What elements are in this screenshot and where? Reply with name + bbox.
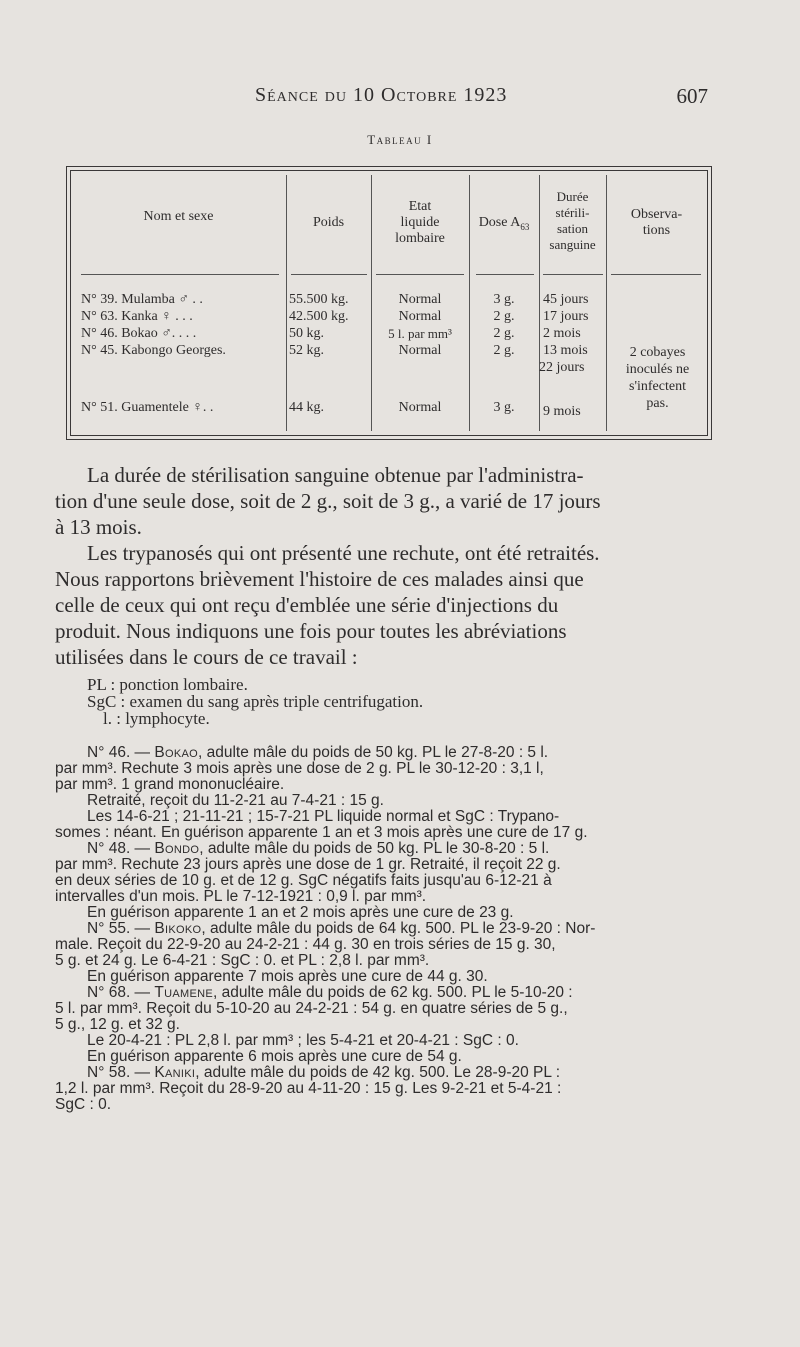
text-line: 1,2 l. par mm³. Reçoit du 28-9-20 au 4-11-20 : 15 g. Les 9-2-21 et 5-4-21 : — [55, 1080, 562, 1097]
text-line: par mm³. Rechute 3 mois après une dose de 2 g. PL le 30-12-20 : 3,1 l, — [55, 760, 544, 777]
case-number: N° 55. — — [87, 920, 155, 937]
table-cell: 3 g. — [493, 400, 515, 415]
text-line — [55, 618, 710, 644]
table-cell: 44 kg. — [289, 400, 324, 415]
running-head — [0, 84, 800, 114]
text-line: par mm³. 1 grand mononucléaire. — [55, 776, 285, 793]
table-cell: N° 63. Kanka ♀ . . . — [81, 309, 193, 324]
text: Retraité, reçoit du 11-2-21 au 7-4-21 : 15 g. — [87, 792, 384, 809]
header-line: Etat — [408, 199, 432, 214]
text-line — [55, 1049, 710, 1065]
text-line — [55, 809, 710, 825]
text-line — [55, 462, 710, 488]
table-cell: 2 mois — [543, 326, 581, 341]
header-rule — [543, 274, 603, 275]
header-line: stérili- — [555, 205, 590, 220]
case-number: N° 68. — — [87, 984, 155, 1001]
header-nom: Nom et sexe — [143, 209, 214, 224]
table-cell: 13 mois — [543, 343, 588, 358]
header-dose — [469, 215, 539, 235]
case-note — [55, 745, 710, 1113]
header-dose-label: Dose A — [478, 215, 521, 230]
header-rule — [376, 274, 464, 275]
header-observations — [606, 207, 707, 239]
table-cell: 2 g. — [493, 309, 515, 324]
text-line — [55, 1033, 710, 1049]
abbreviation: l. : lymphocyte. — [103, 709, 210, 728]
text-line — [55, 841, 710, 857]
table-cell: Normal — [398, 292, 442, 307]
text: Les trypanosés qui ont présenté une rechute, ont été retraités. — [87, 541, 600, 565]
table-cell: 2 g. — [493, 326, 515, 341]
abbreviation: PL : ponction lombaire. — [87, 675, 248, 694]
running-title: Séance du 10 Octobre 1923 — [255, 84, 508, 106]
text-line — [55, 1065, 710, 1081]
text-line — [55, 592, 710, 618]
header-line: Durée — [556, 189, 589, 204]
patient-name: Kaniki — [154, 1064, 196, 1081]
text: , adulte mâle du poids de 42 kg. 500. Le 28-9-20 PL : — [195, 1064, 561, 1081]
header-rule — [81, 274, 279, 275]
page-number: 607 — [676, 84, 708, 108]
header-line: tions — [642, 223, 671, 238]
table-cell: 3 g. — [493, 292, 515, 307]
text-line: 5 l. par mm³. Reçoit du 5-10-20 au 24-2-21 : 54 g. en quatre séries de 5 g., — [55, 1000, 568, 1017]
observation-line: pas. — [646, 396, 669, 411]
table-cell: N° 46. Bokao ♂. . . . — [81, 326, 197, 341]
observations-cell — [608, 344, 707, 412]
text-line: intervalles d'un mois. PL le 7-12-1921 : 0,9 l. par mm³. — [55, 888, 427, 905]
table-cell: 45 jours — [543, 292, 589, 307]
text-line: par mm³. Rechute 23 jours après une dose de 1 gr. Retraité, il reçoit 22 g. — [55, 856, 561, 873]
text: Les 14-6-21 ; 21-11-21 ; 15-7-21 PL liquide normal et SgC : Trypano- — [87, 808, 560, 825]
case-number: N° 46. — — [87, 744, 155, 761]
header-line: sation — [556, 221, 589, 236]
header-etat — [371, 199, 469, 247]
text: Le 20-4-21 : PL 2,8 l. par mm³ ; les 5-4-21 et 20-4-21 : SgC : 0. — [87, 1032, 519, 1049]
table-title: Tableau I — [367, 132, 433, 147]
text: , adulte mâle du poids de 62 kg. 500. PL le 5-10-20 : — [213, 984, 573, 1001]
text: Nous rapportons brièvement l'histoire de ces malades ainsi que — [55, 567, 584, 591]
header-line: liquide — [400, 215, 440, 230]
text-line: male. Reçoit du 22-9-20 au 24-2-21 : 44 g. 30 en trois séries de 15 g. 30, — [55, 936, 556, 953]
patient-name: Bondo — [154, 840, 200, 857]
text-line — [55, 644, 710, 670]
data-table — [70, 170, 708, 436]
observation-line: s'infectent — [629, 379, 686, 394]
observation-line: inoculés ne — [625, 362, 690, 377]
text-line — [55, 566, 710, 592]
header-line: lombaire — [395, 231, 445, 246]
text: celle de ceux qui ont reçu d'emblée une série d'injections du — [55, 593, 559, 617]
header-line: sanguine — [549, 237, 596, 252]
text: produit. Nous indiquons une fois pour toutes les abréviations — [55, 619, 567, 643]
text-line: en deux séries de 10 g. et de 12 g. SgC négatifs faits jusqu'au 6-12-21 à — [55, 872, 552, 889]
table-cell: 50 kg. — [289, 326, 324, 341]
text-line: 5 g. et 24 g. Le 6-4-21 : SgC : 0. et PL : 2,8 l. par mm³. — [55, 952, 430, 969]
text: En guérison apparente 7 mois après une cure de 44 g. 30. — [87, 968, 488, 985]
table-cell: 5 l. par mm³ — [388, 326, 452, 341]
patient-name: Bokao — [154, 744, 198, 761]
table-cell: Normal — [398, 343, 442, 358]
case-number: N° 48. — — [87, 840, 155, 857]
table-cell: Normal — [398, 309, 442, 324]
text-line — [55, 921, 710, 937]
paragraph — [55, 540, 710, 670]
table-cell: 2 g. — [493, 343, 515, 358]
header-duree — [539, 189, 606, 253]
header-line: Observa- — [630, 207, 683, 222]
header-rule — [476, 274, 534, 275]
table-cell: 52 kg. — [289, 343, 324, 358]
text-line — [55, 745, 710, 761]
text: à 13 mois. — [55, 515, 142, 539]
paragraph — [55, 462, 710, 540]
text: tion d'une seule dose, soit de 2 g., soit de 3 g., a varié de 17 jours — [55, 489, 601, 513]
table-cell: 17 jours — [543, 309, 589, 324]
text-line: 5 g., 12 g. et 32 g. — [55, 1016, 180, 1033]
text-line — [55, 985, 710, 1001]
header-poids: Poids — [312, 215, 345, 230]
text: En guérison apparente 6 mois après une cure de 54 g. — [87, 1048, 462, 1065]
column-rule — [286, 175, 287, 431]
text-line — [55, 905, 710, 921]
case-number: N° 58. — — [87, 1064, 155, 1081]
text: , adulte mâle du poids de 50 kg. PL le 27-8-20 : 5 l. — [197, 744, 549, 761]
text-line — [55, 488, 710, 514]
text: La durée de stérilisation sanguine obtenue par l'administra- — [87, 463, 584, 487]
table-cell: N° 45. Kabongo Georges. — [81, 343, 226, 358]
text: utilisées dans le cours de ce travail : — [55, 645, 358, 669]
table-cell: 55.500 kg. — [289, 292, 349, 307]
text-line — [55, 514, 710, 540]
text-line — [55, 969, 710, 985]
text-line — [55, 793, 710, 809]
patient-name: Tuamene — [154, 984, 213, 1001]
text-line: somes : néant. En guérison apparente 1 an et 3 mois après une cure de 17 g. — [55, 824, 588, 841]
text-line — [55, 540, 710, 566]
table-cell: 42.500 kg. — [289, 309, 349, 324]
header-rule — [611, 274, 701, 275]
table-cell: Normal — [398, 400, 442, 415]
text: , adulte mâle du poids de 64 kg. 500. PL le 23-9-20 : Nor- — [201, 920, 596, 937]
header-dose-subscript: 63 — [520, 221, 530, 232]
text: En guérison apparente 1 an et 2 mois après une cure de 23 g. — [87, 904, 514, 921]
header-rule — [291, 274, 367, 275]
table-cell: 9 mois — [543, 404, 581, 419]
table-cell: N° 51. Guamentele ♀. . — [81, 400, 214, 415]
patient-name: Bikoko — [154, 920, 202, 937]
text: , adulte mâle du poids de 50 kg. PL le 30-8-20 : 5 l. — [199, 840, 550, 857]
table-cell: 22 jours — [539, 360, 585, 375]
text-line: SgC : 0. — [55, 1096, 111, 1113]
observation-line: 2 cobayes — [629, 345, 686, 360]
abbreviation: SgC : examen du sang après triple centrifugation. — [87, 692, 424, 711]
table-cell: N° 39. Mulamba ♂ . . — [81, 292, 203, 307]
